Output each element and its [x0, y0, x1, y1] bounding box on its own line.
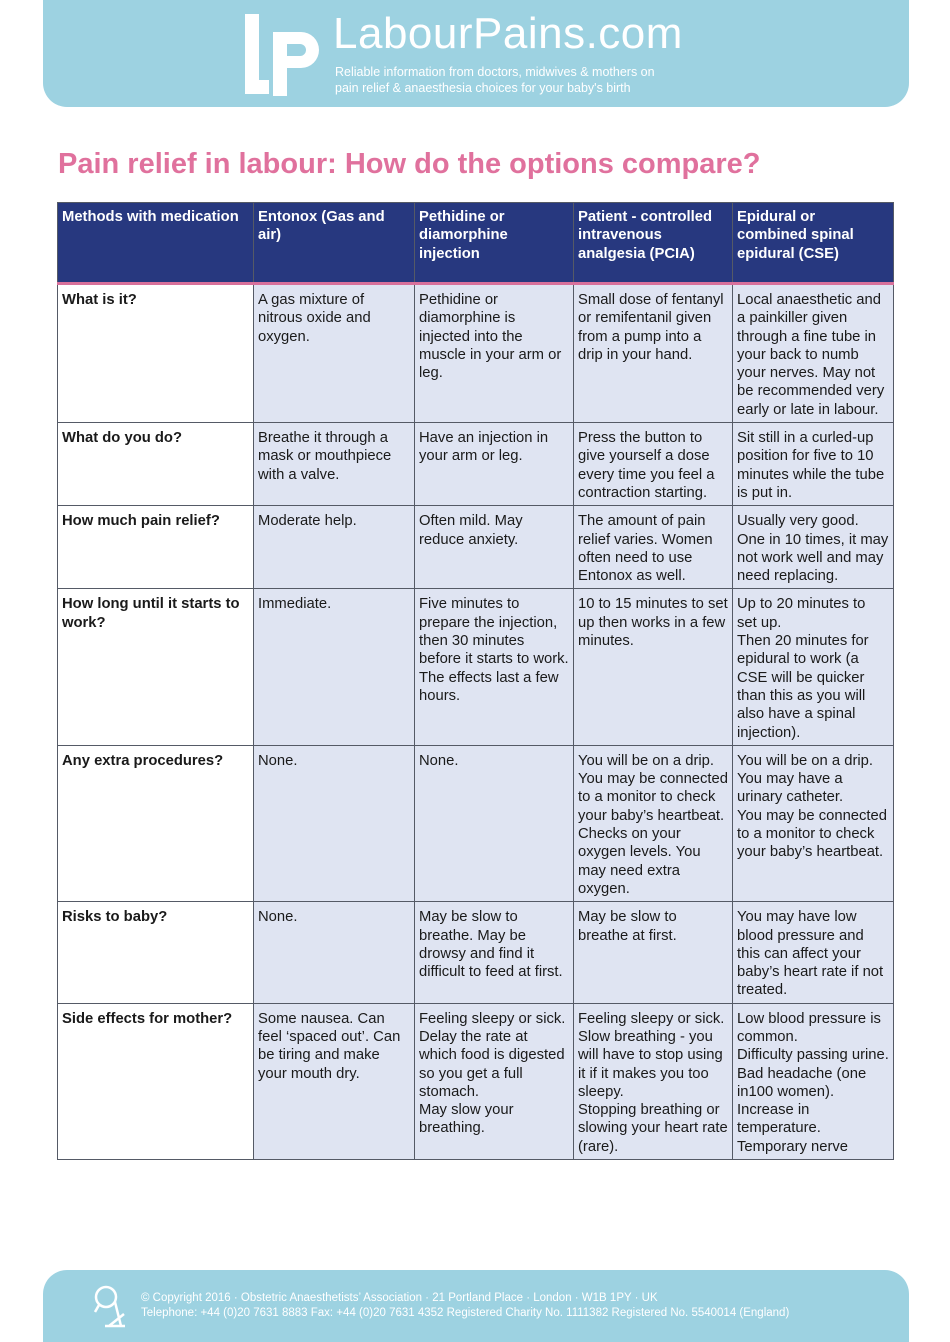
cell-text: Checks on your oxygen levels. You may need extra oxygen.: [578, 826, 701, 897]
page-title: Pain relief in labour: How do the options compare?: [58, 148, 761, 180]
table-cell: [415, 745, 574, 901]
column-header: Pethidine or diamorphine injection: [415, 203, 574, 284]
cell-text: Low blood pressure is common.: [737, 1010, 881, 1045]
cell-text: Immediate.: [258, 596, 332, 613]
table-cell: [415, 589, 574, 745]
cell-text: You may have a urinary catheter.: [737, 771, 844, 806]
cell-text: Often mild. May reduce anxiety.: [419, 513, 523, 548]
row-label: Any extra procedures?: [58, 745, 254, 901]
table-cell: [733, 1003, 894, 1159]
row-label: Risks to baby?: [58, 902, 254, 1003]
row-label: How long until it starts to work?: [58, 589, 254, 745]
cell-text: None.: [258, 909, 298, 926]
table-row: [58, 589, 894, 745]
table-row: [58, 1003, 894, 1159]
table-cell: [733, 589, 894, 745]
table-row: [58, 284, 894, 423]
cell-text: Sit still in a curled-up position for five to 10 minutes while the tube is put in.: [737, 430, 885, 501]
row-label: Side effects for mother?: [58, 1003, 254, 1159]
tagline-line: pain relief & anaesthesia choices for your baby's birth: [335, 81, 631, 95]
column-header: Entonox (Gas and air): [254, 203, 415, 284]
row-label: What do you do?: [58, 423, 254, 506]
row-label: What is it?: [58, 284, 254, 423]
table-cell: [254, 589, 415, 745]
cell-text: Slow breathing - you will have to stop using it if it makes you too sleepy.: [578, 1028, 723, 1100]
site-tagline: [335, 64, 755, 96]
table-cell: [733, 423, 894, 506]
table-cell: [254, 506, 415, 589]
cell-text: Increase in temperature.: [737, 1102, 821, 1137]
cell-text: Up to 20 minutes to set up.: [737, 596, 866, 631]
table-cell: [415, 284, 574, 423]
table-cell: [415, 1003, 574, 1159]
cell-text: You may be connected to a monitor to check your baby’s heartbeat.: [737, 807, 887, 861]
cell-text: You will be on a drip.: [737, 752, 874, 769]
tagline-line: Reliable information from doctors, midwives & mothers on: [335, 65, 655, 79]
cell-text: May be slow to breathe at first.: [578, 909, 677, 944]
site-name: LabourPains.com: [333, 9, 683, 58]
table-cell: [415, 902, 574, 1003]
table-cell: [733, 284, 894, 423]
table-row: [58, 745, 894, 901]
table-cell: [574, 506, 733, 589]
table-cell: [574, 589, 733, 745]
cell-text: Bad headache (one in100 women).: [737, 1065, 867, 1100]
footer-copyright: © Copyright 2016 · Obstetric Anaesthetists’ Association · 21 Portland Place · London · W1B 1PY · UK: [141, 1292, 658, 1304]
cell-text: None.: [419, 752, 459, 769]
cell-text: Pethidine or diamorphine is injected into the muscle in your arm or leg.: [419, 292, 562, 382]
oaa-logo-icon: [91, 1284, 127, 1328]
table-cell: [733, 506, 894, 589]
cell-text: Stopping breathing or slowing your heart rate (rare).: [578, 1102, 728, 1155]
cell-text: None.: [258, 752, 298, 769]
table-cell: [415, 506, 574, 589]
cell-text: Have an injection in your arm or leg.: [419, 430, 549, 465]
cell-text: Moderate help.: [258, 513, 357, 530]
cell-text: 10 to 15 minutes to set up then works in a few minutes.: [578, 596, 728, 650]
cell-text: Small dose of fentanyl or remifentanil given from a pump into a drip in your hand.: [578, 292, 724, 363]
table-cell: [574, 902, 733, 1003]
cell-text: Delay the rate at which food is digested so you get a full stomach.: [419, 1028, 565, 1100]
cell-text: Usually very good. One in 10 times, it may not work well and may need replacing.: [737, 513, 889, 585]
table-row: [58, 506, 894, 589]
table-cell: [733, 745, 894, 901]
table-cell: [254, 745, 415, 901]
labourpains-logo-icon: [243, 10, 323, 98]
footer-text: [141, 1291, 789, 1321]
cell-text: You may be connected to a monitor to check your baby’s heartbeat.: [578, 771, 728, 824]
table-row: [58, 423, 894, 506]
table-cell: [254, 1003, 415, 1159]
table-cell: [254, 902, 415, 1003]
table-cell: [415, 423, 574, 506]
cell-text: Feeling sleepy or sick.: [578, 1010, 725, 1027]
cell-text: You may have low blood pressure and this can affect your baby’s heart rate if not treated.: [737, 909, 884, 999]
column-header: Epidural or combined spinal epidural (CSE): [733, 203, 894, 284]
cell-text: Press the button to give yourself a dose every time you feel a contraction starting.: [578, 430, 715, 501]
comparison-table: [57, 202, 894, 1160]
cell-text: May slow your breathing.: [419, 1102, 514, 1137]
cell-text: You will be on a drip.: [578, 752, 715, 769]
table-cell: [254, 423, 415, 506]
table-cell: [733, 902, 894, 1003]
table-cell: [574, 1003, 733, 1159]
site-header: [43, 0, 909, 107]
table-header-row: [58, 203, 894, 284]
cell-text: Temporary nerve: [737, 1138, 849, 1155]
cell-text: Feeling sleepy or sick.: [419, 1010, 566, 1027]
row-label: How much pain relief?: [58, 506, 254, 589]
table-cell: [574, 284, 733, 423]
site-footer: [43, 1270, 909, 1342]
table-row: [58, 902, 894, 1003]
cell-text: Then 20 minutes for epidural to work (a CSE will be quicker than this as you will also have a spinal injection).: [737, 633, 869, 741]
cell-text: Difficulty passing urine.: [737, 1047, 889, 1064]
cell-text: A gas mixture of nitrous oxide and oxygen.: [258, 292, 371, 345]
cell-text: The amount of pain relief varies. Women often need to use Entonox as well.: [578, 513, 713, 585]
column-header: Patient - controlled intravenous analgesia (PCIA): [574, 203, 733, 284]
table-cell: [254, 284, 415, 423]
table-cell: [574, 423, 733, 506]
cell-text: Breathe it through a mask or mouthpiece with a valve.: [258, 430, 392, 483]
column-header: Methods with medication: [58, 203, 254, 284]
table-cell: [574, 745, 733, 901]
cell-text: Local anaesthetic and a painkiller given through a fine tube in your back to numb your nerves. May not be recommended very early or late in labour.: [737, 292, 885, 418]
cell-text: Some nausea. Can feel ‘spaced out’. Can be tiring and make your mouth dry.: [258, 1010, 401, 1082]
cell-text: Five minutes to prepare the injection, then 30 minutes before it starts to work. The effects last a few hours.: [419, 596, 569, 704]
cell-text: May be slow to breathe. May be drowsy and find it difficult to feed at first.: [419, 909, 563, 981]
footer-contact: Telephone: +44 (0)20 7631 8883 Fax: +44 (0)20 7631 4352 Registered Charity No. 1111382 Registered No. 5540014 (England): [141, 1307, 790, 1319]
